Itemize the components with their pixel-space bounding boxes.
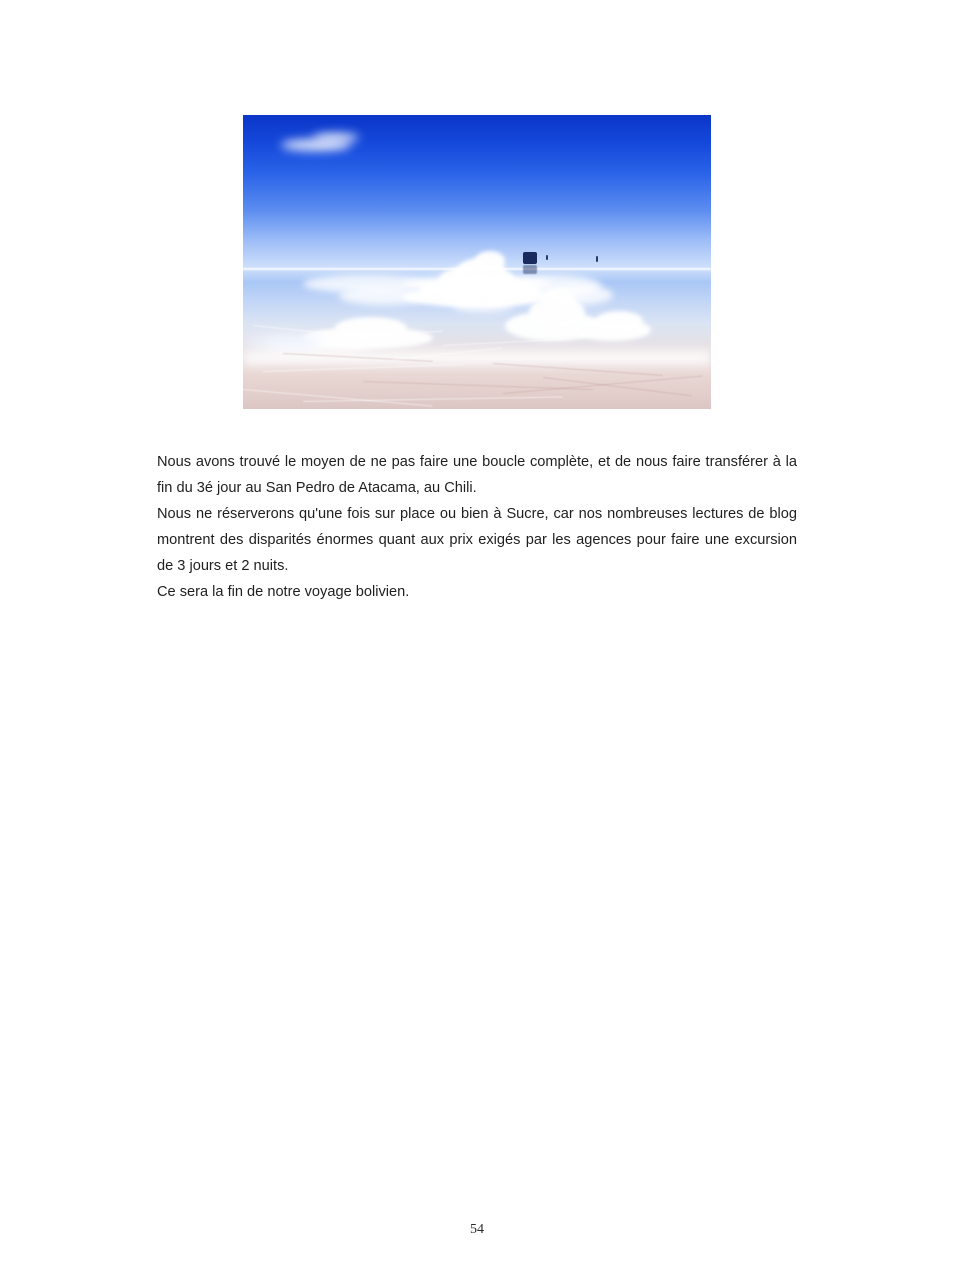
paragraph-1: Nous avons trouvé le moyen de ne pas faire une boucle complète, et de nous faire transférer à la fin du 3é jour au San Pedro de Atacama, au Chili. [157,454,797,496]
body-text [157,449,797,605]
person-figure [596,256,598,262]
cloud-reflection [339,287,429,305]
cloud-reflection [543,285,613,305]
cloud-wisp [313,133,359,142]
paragraph-2: Nous ne réserverons qu'une fois sur place ou bien à Sucre, car nos nombreuses lectures de blog montrent des disparités énormes quant aux prix exigés par les agences pour faire une excursion de 3 jours et 2 nuits. [157,506,797,574]
cloud-haze [243,333,323,351]
paragraph-3: Ce sera la fin de notre voyage bolivien. [157,584,410,600]
vehicle [523,252,537,264]
person-figure [546,255,548,260]
horizon-line [243,268,711,270]
page-number: 54 [470,1222,484,1237]
horizon-haze [243,351,711,365]
salt-flat-photo [243,115,711,409]
figure-container [243,115,711,409]
cloud-right [595,311,643,331]
vehicle-reflection [523,265,537,274]
cloud-reflection [453,299,513,313]
